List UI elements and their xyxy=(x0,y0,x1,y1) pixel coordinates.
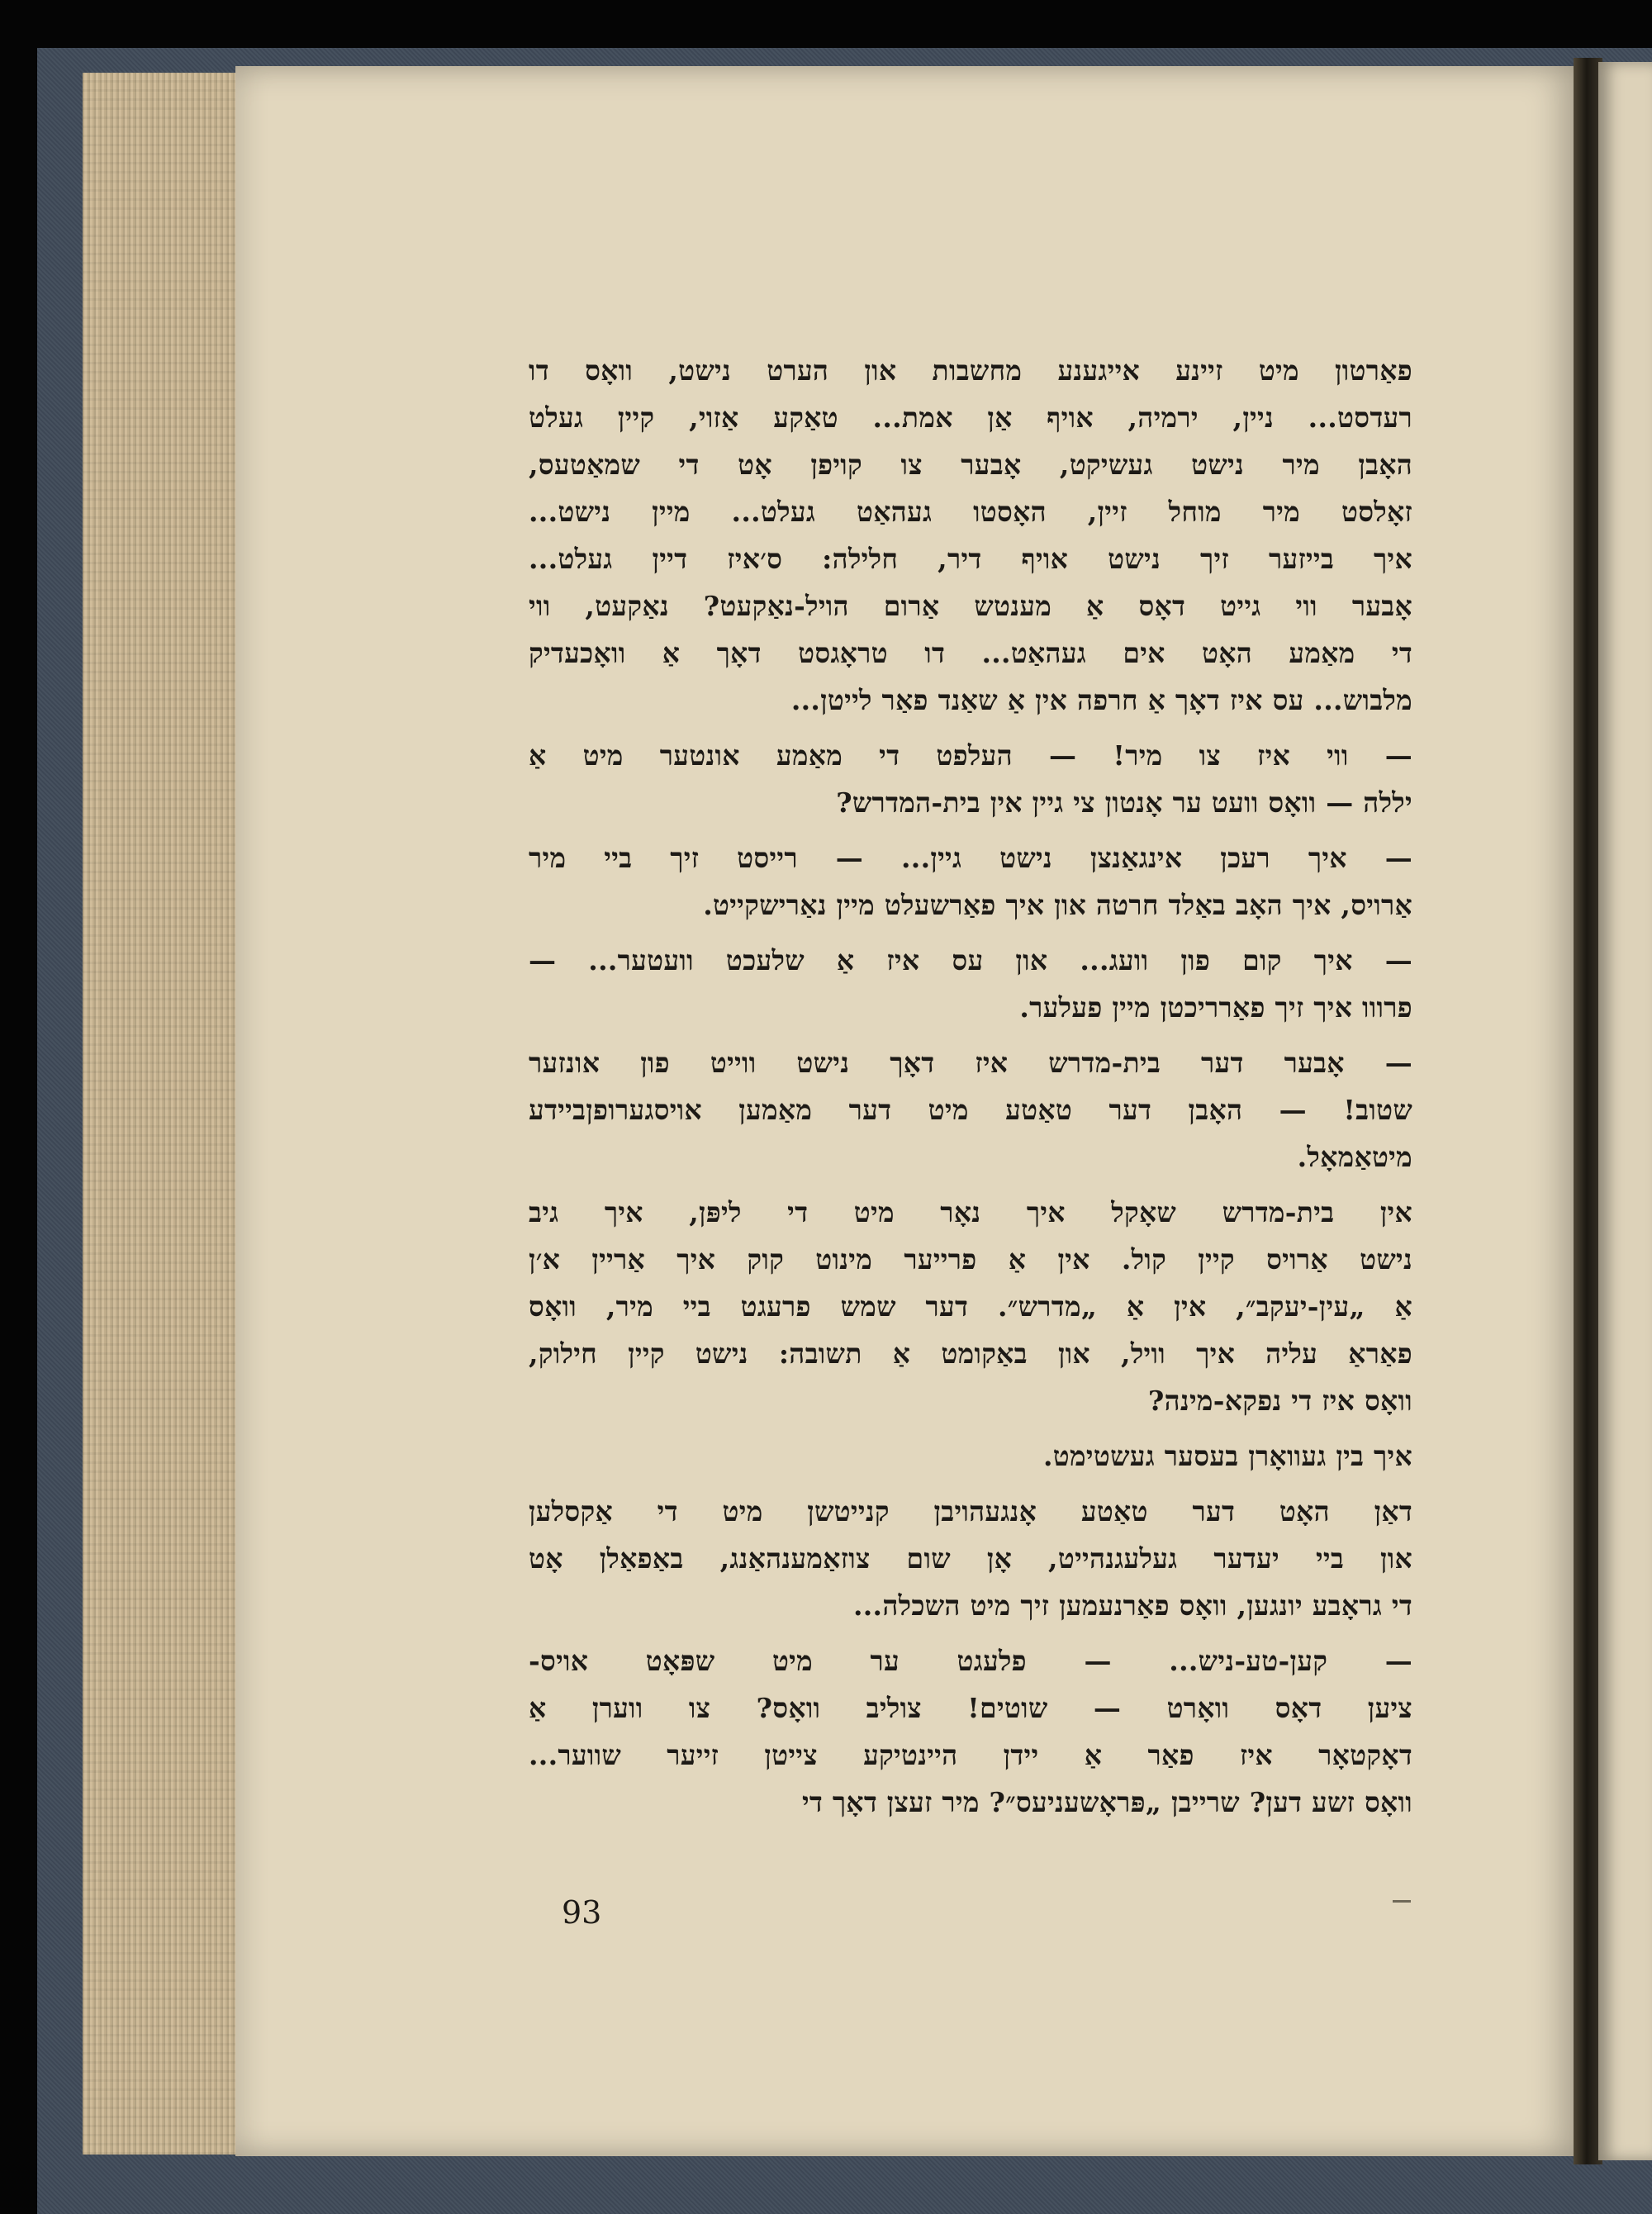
text-line: — איך קום פון וועג... און עס איז אַ שלעכט וועטער... — xyxy=(529,944,1412,976)
paragraph xyxy=(529,347,1412,724)
text-line: וואָס זשע דען? שרייבן „פּראָשעניעס״? מיר זעצן דאָך די xyxy=(801,1786,1412,1818)
text-line: רעדסט... ניין, ירמיה, אויף אַן אמת... טאַקע אַזוי, קיין געלט xyxy=(529,401,1412,434)
paragraph-gap xyxy=(529,1424,1412,1432)
paragraph xyxy=(529,1039,1412,1181)
text-line: פאַראַ עליה איך וויל, און באַקומט אַ תשובה: נישט קיין חילוק, xyxy=(529,1337,1412,1370)
text-line: האָבן מיר נישט געשיקט, אָבער צו קויפן אָט די שמאַטעס, xyxy=(529,449,1412,481)
text-line: די מאַמע האָט אים געהאַט... דו טראָגסט דאָך אַ וואָכעדיק xyxy=(529,637,1412,669)
text-line: אַ „עין-יעקב״, אין אַ „מדרש״. דער שמש פרעגט ביי מיר, וואָס xyxy=(529,1290,1412,1323)
text-line: — קען-טע-ניש... — פלעגט ער מיט שפּאָט אויס- xyxy=(529,1645,1412,1677)
text-line: איך בייזער זיך נישט אויף דיר, חלילה: ס׳איז דיין געלט... xyxy=(529,543,1412,575)
paragraph-gap xyxy=(529,1031,1412,1039)
facing-page-edge xyxy=(1598,62,1652,2160)
text-line: מיטאַמאָל. xyxy=(1297,1141,1412,1173)
text-line: זאָלסט מיר מוחל זיין, האָסטו געהאַט געלט... מיין נישט... xyxy=(529,496,1412,528)
paragraph xyxy=(529,1488,1412,1629)
paragraph xyxy=(529,937,1412,1031)
page-text xyxy=(529,347,1412,1933)
text-line: נישט אַרויס קיין קול. אין אַ פרייער מינוט קוק איך אַריין א׳ן xyxy=(529,1243,1412,1276)
text-line: דאַן האָט דער טאַטע אָנגעהויבן קנייטשן מיט די אַקסלען xyxy=(529,1495,1412,1527)
paragraph xyxy=(529,1189,1412,1424)
paragraph xyxy=(529,834,1412,929)
text-line: — אָבער דער בית-מדרש איז דאָך נישט ווייט פון אונזער xyxy=(529,1047,1412,1079)
paragraph-gap xyxy=(529,826,1412,834)
text-line: אָבער ווי גייט דאָס אַ מענטש אַרום הויל-נאַקעט? נאַקעט, ווי xyxy=(529,590,1412,622)
text-line: פרווו איך זיך פאַרריכטן מיין פעלער. xyxy=(1019,991,1412,1024)
text-line: און ביי יעדער געלעגנהייט, אָן שום צוזאַמענהאַנג, באַפאַלן אָט xyxy=(529,1542,1412,1575)
paragraph-gap xyxy=(529,1181,1412,1189)
text-line: מלבוש... עס איז דאָך אַ חרפה אין אַ שאַנד פאַר לייטן... xyxy=(790,684,1412,716)
page-edges xyxy=(83,73,235,2155)
paragraph-gap xyxy=(529,1629,1412,1637)
text-line: שטוב! — האָבן דער טאַטע מיט דער מאַמען אויסגערופןביידע xyxy=(529,1094,1412,1126)
text-line: יללה — וואָס וועט ער אָנטון צי גיין אין בית-המדרש? xyxy=(836,786,1412,819)
text-line: דאָקטאָר איז פאַר אַ יידן היינטיקע צייטן זייער שווער... xyxy=(529,1739,1412,1771)
text-line: — איך רעכן אינגאַנצן נישט גיין... — רייסט זיך ביי מיר xyxy=(529,842,1412,874)
text-line: איך בין געוואָרן בעסער געשטימט. xyxy=(1043,1440,1412,1472)
page-number: 93 xyxy=(562,1894,602,1931)
paragraph xyxy=(529,1432,1412,1480)
paragraph-gap xyxy=(529,724,1412,732)
text-line: פאַרטון מיט זיינע אייגענע מחשבות און הערט נישט, וואָס דו xyxy=(529,354,1412,387)
text-line: ציען דאָס וואָרט — שוטים! צוליב וואָס? צו ווערן אַ xyxy=(529,1692,1412,1724)
text-line: וואָס איז די נפקא-מינה? xyxy=(1148,1385,1412,1417)
text-line: אַרויס, איך האָב באַלד חרטה און איך פאַרשעלט מיין נאַרישקייט. xyxy=(703,889,1412,921)
text-line: אין בית-מדרש שאָקל איך נאָר מיט די ליפּן, איך גיב xyxy=(529,1196,1412,1228)
paragraph-gap xyxy=(529,929,1412,937)
paragraph xyxy=(529,732,1412,826)
paragraph-gap xyxy=(529,1480,1412,1488)
text-line: — ווי איז צו מיר! — העלפט די מאַמע אונטער מיט אַ xyxy=(529,739,1412,772)
paragraph xyxy=(529,1637,1412,1826)
text-line: די גראָבע יונגען, וואָס פאַרנעמען זיך מיט השכלה... xyxy=(852,1589,1412,1622)
margin-mark xyxy=(1393,1900,1411,1903)
